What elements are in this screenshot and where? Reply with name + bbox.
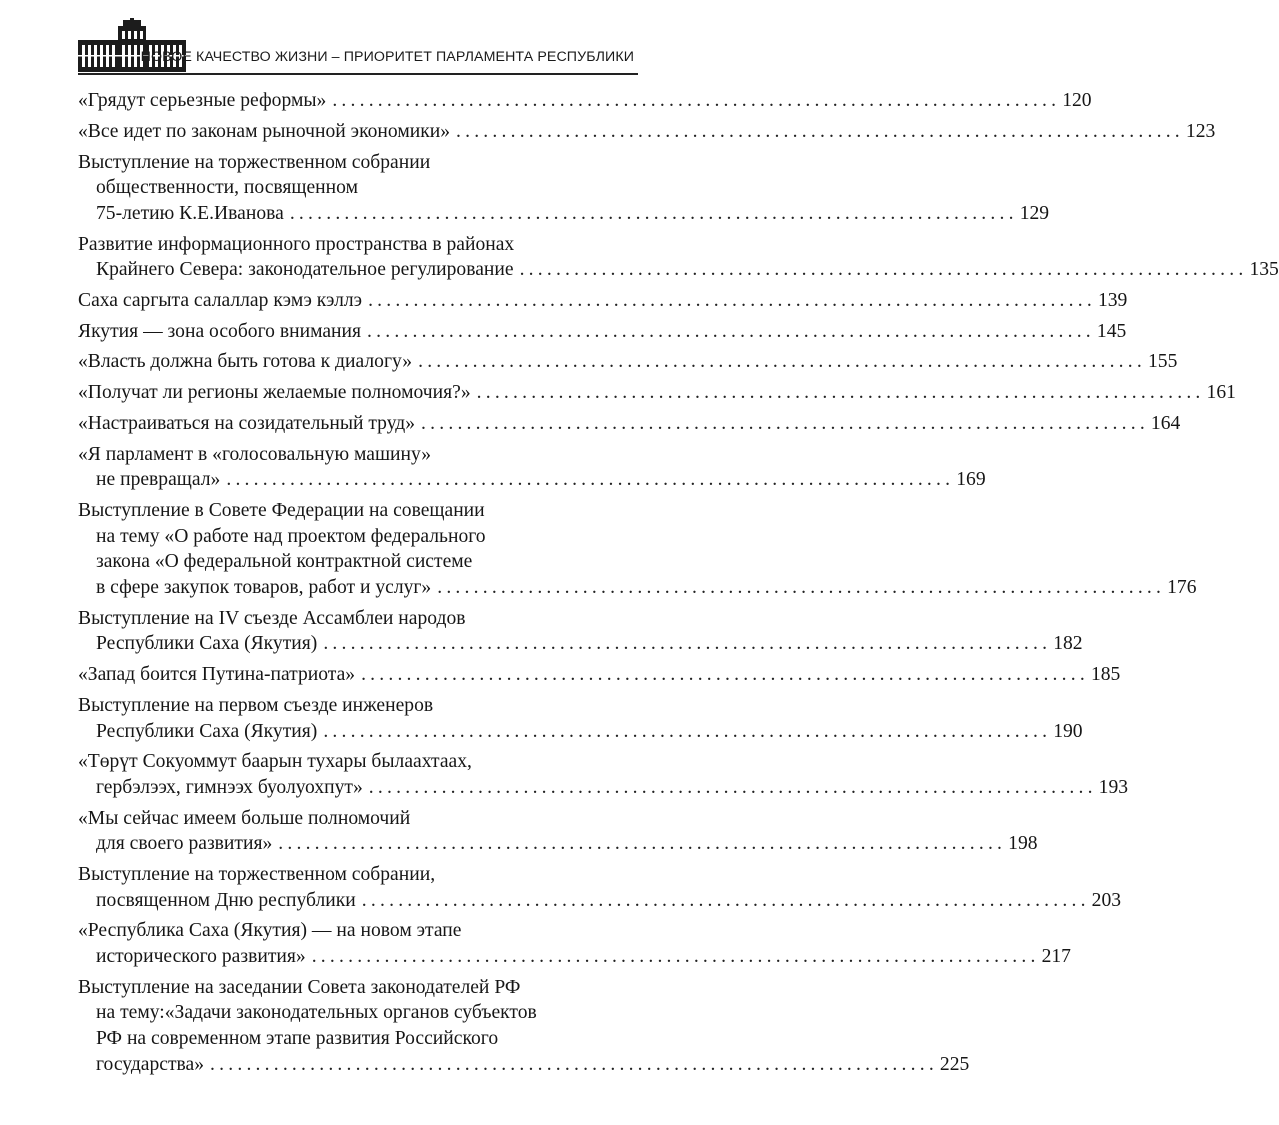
toc-entry-last-line — [78, 288, 1128, 314]
toc-entry-line: закона «О федеральной контрактной системе — [96, 551, 473, 573]
dot-leader: ................................................................................ — [418, 351, 1146, 373]
toc-entry — [78, 498, 1197, 600]
toc-page-number: 203 — [1091, 889, 1122, 911]
dot-leader: ................................................................................ — [289, 202, 1018, 224]
dot-leader: ................................................................................ — [210, 1053, 938, 1075]
toc-entry-last-line — [78, 411, 1181, 437]
dot-leader: ................................................................................ — [323, 633, 1052, 655]
dot-leader: ................................................................................ — [278, 833, 1007, 855]
toc-entry-line: Крайнего Севера: законодательное регулирование — [96, 259, 514, 281]
toc-entry-line: Якутия — зона особого внимания — [78, 320, 362, 342]
toc-entry-last-line — [78, 775, 1129, 801]
dot-leader: ................................................................................ — [361, 889, 1090, 911]
toc-entry-last-line — [78, 575, 1197, 601]
toc-entry-last-line — [78, 888, 1122, 914]
toc-entry-last-line — [78, 319, 1127, 345]
header-rule — [78, 73, 638, 75]
toc-page-number: 139 — [1097, 289, 1128, 311]
toc-entry-line: Выступление на первом съезде инженеров — [78, 694, 434, 716]
toc-entry — [78, 349, 1178, 375]
toc-page-number: 135 — [1249, 259, 1279, 281]
toc-entry-line: «Власть должна быть готова к диалогу» — [78, 351, 413, 373]
toc-entry-last-line — [78, 119, 1216, 145]
toc-page-number: 217 — [1041, 946, 1071, 967]
toc-entry-last-line — [78, 831, 1038, 857]
toc-entry-line: Выступление на торжественном собрании, — [78, 864, 436, 886]
toc-entry — [78, 232, 1279, 283]
toc-entry-line: исторического развития» — [96, 946, 306, 967]
dot-leader: ................................................................................ — [311, 946, 1040, 967]
toc-page-number: 161 — [1206, 382, 1236, 404]
table-of-contents — [78, 88, 1279, 1082]
toc-entry-line: в сфере закупок товаров, работ и услуг» — [96, 576, 432, 598]
dot-leader: ................................................................................ — [421, 413, 1149, 435]
toc-entry — [78, 88, 1092, 114]
toc-page-number: 176 — [1167, 576, 1197, 598]
toc-entry-line: «Грядут серьезные реформы» — [78, 90, 327, 111]
toc-page-number: 190 — [1053, 720, 1083, 742]
toc-page-number: 198 — [1008, 833, 1038, 855]
toc-entry-line: на тему «О работе над проектом федерального — [96, 525, 486, 547]
toc-entry — [78, 411, 1181, 437]
toc-entry-last-line — [78, 631, 1083, 657]
dot-leader: ................................................................................ — [437, 576, 1166, 598]
toc-entry — [78, 862, 1122, 913]
toc-entry-line: Саха саргыта салаллар кэмэ кэллэ — [78, 289, 363, 311]
toc-page-number: 225 — [939, 1053, 970, 1075]
dot-leader: ................................................................................ — [226, 469, 955, 491]
dot-leader: ................................................................................ — [476, 382, 1205, 404]
toc-entry-last-line — [78, 201, 1050, 227]
toc-entry-last-line — [78, 1052, 970, 1078]
toc-entry — [78, 380, 1236, 406]
toc-entry-last-line — [78, 88, 1092, 114]
toc-entry — [78, 606, 1083, 657]
toc-entry-last-line — [78, 380, 1236, 406]
toc-entry — [78, 288, 1128, 314]
toc-entry-line: Развитие информационного пространства в районах — [78, 233, 515, 255]
toc-entry — [78, 918, 1071, 969]
toc-entry-line: посвященном Дню республики — [96, 889, 356, 911]
toc-entry-line: для своего развития» — [96, 833, 273, 855]
toc-page-number: 129 — [1019, 202, 1050, 224]
toc-entry — [78, 749, 1129, 800]
toc-page-number: 123 — [1185, 120, 1216, 142]
toc-entry — [78, 319, 1127, 345]
toc-entry-line: общественности, посвященном — [96, 177, 358, 199]
toc-page-number: 164 — [1150, 413, 1181, 435]
toc-entry — [78, 806, 1038, 857]
dot-leader: ................................................................................ — [456, 120, 1184, 142]
toc-entry-line: «Получат ли регионы желаемые полномочия?» — [78, 382, 471, 404]
toc-entry-line: Республики Саха (Якутия) — [96, 720, 318, 742]
toc-entry — [78, 119, 1216, 145]
toc-page-number: 193 — [1098, 776, 1129, 798]
toc-entry-line: не превращал» — [96, 469, 221, 491]
toc-entry-line: Выступление на IV съезде Ассамблеи народов — [78, 607, 466, 629]
dot-leader: ................................................................................ — [368, 289, 1096, 311]
toc-entry-last-line — [78, 662, 1121, 688]
running-header-title: НОВОЕ КАЧЕСТВО ЖИЗНИ – ПРИОРИТЕТ ПАРЛАМЕНТА РЕСПУБЛИКИ — [140, 49, 634, 65]
toc-page-number: 182 — [1053, 633, 1083, 655]
dot-leader: ................................................................................ — [368, 776, 1097, 798]
toc-entry-line: Выступление на заседании Совета законодателей РФ — [78, 976, 521, 998]
toc-entry-line: 75-летию К.Е.Иванова — [96, 202, 284, 224]
toc-entry-last-line — [78, 719, 1083, 745]
toc-entry-last-line — [78, 944, 1071, 970]
toc-page-number: 120 — [1062, 90, 1092, 111]
toc-entry-line: «Настраиваться на созидательный труд» — [78, 413, 416, 435]
toc-entry-line: государства» — [96, 1053, 205, 1075]
toc-entry-line: на тему:«Задачи законодательных органов субъектов — [96, 1002, 537, 1024]
dot-leader: ................................................................................ — [519, 259, 1248, 281]
dot-leader: ................................................................................ — [323, 720, 1052, 742]
toc-entry-line: РФ на современном этапе развития Российского — [96, 1027, 499, 1049]
toc-entry-line: Республики Саха (Якутия) — [96, 633, 318, 655]
toc-entry-line: «Я парламент в «голосовальную машину» — [78, 443, 432, 465]
toc-entry — [78, 442, 986, 493]
toc-entry — [78, 693, 1083, 744]
toc-entry-line: Выступление на торжественном собрании — [78, 151, 431, 173]
toc-entry-last-line — [78, 467, 986, 493]
toc-entry — [78, 662, 1121, 688]
dot-leader: ................................................................................ — [361, 664, 1089, 686]
dot-leader: ................................................................................ — [332, 90, 1061, 111]
toc-page-number: 145 — [1096, 320, 1127, 342]
dot-leader: ................................................................................ — [367, 320, 1095, 342]
toc-page-number: 155 — [1147, 351, 1178, 373]
toc-entry-line: «Все идет по законам рыночной экономики» — [78, 120, 451, 142]
toc-page-number: 185 — [1090, 664, 1121, 686]
toc-entry-line: Выступление в Совете Федерации на совещании — [78, 500, 485, 522]
toc-entry-line: «Төрүт Сокуоммут баарын тухары былаахтаах, — [78, 751, 472, 773]
toc-entry-line: «Запад боится Путина-патриота» — [78, 664, 356, 686]
toc-entry — [78, 150, 1050, 227]
toc-entry-last-line — [78, 349, 1178, 375]
toc-page-number: 169 — [956, 469, 986, 491]
toc-entry-line: гербэлээх, гимнээх буолуохпут» — [96, 776, 363, 798]
toc-entry-last-line — [78, 257, 1279, 283]
toc-entry-line: «Республика Саха (Якутия) — на новом этапе — [78, 920, 462, 942]
page-header — [78, 18, 638, 74]
toc-entry-line: «Мы сейчас имеем больше полномочий — [78, 807, 411, 829]
toc-entry — [78, 975, 970, 1077]
